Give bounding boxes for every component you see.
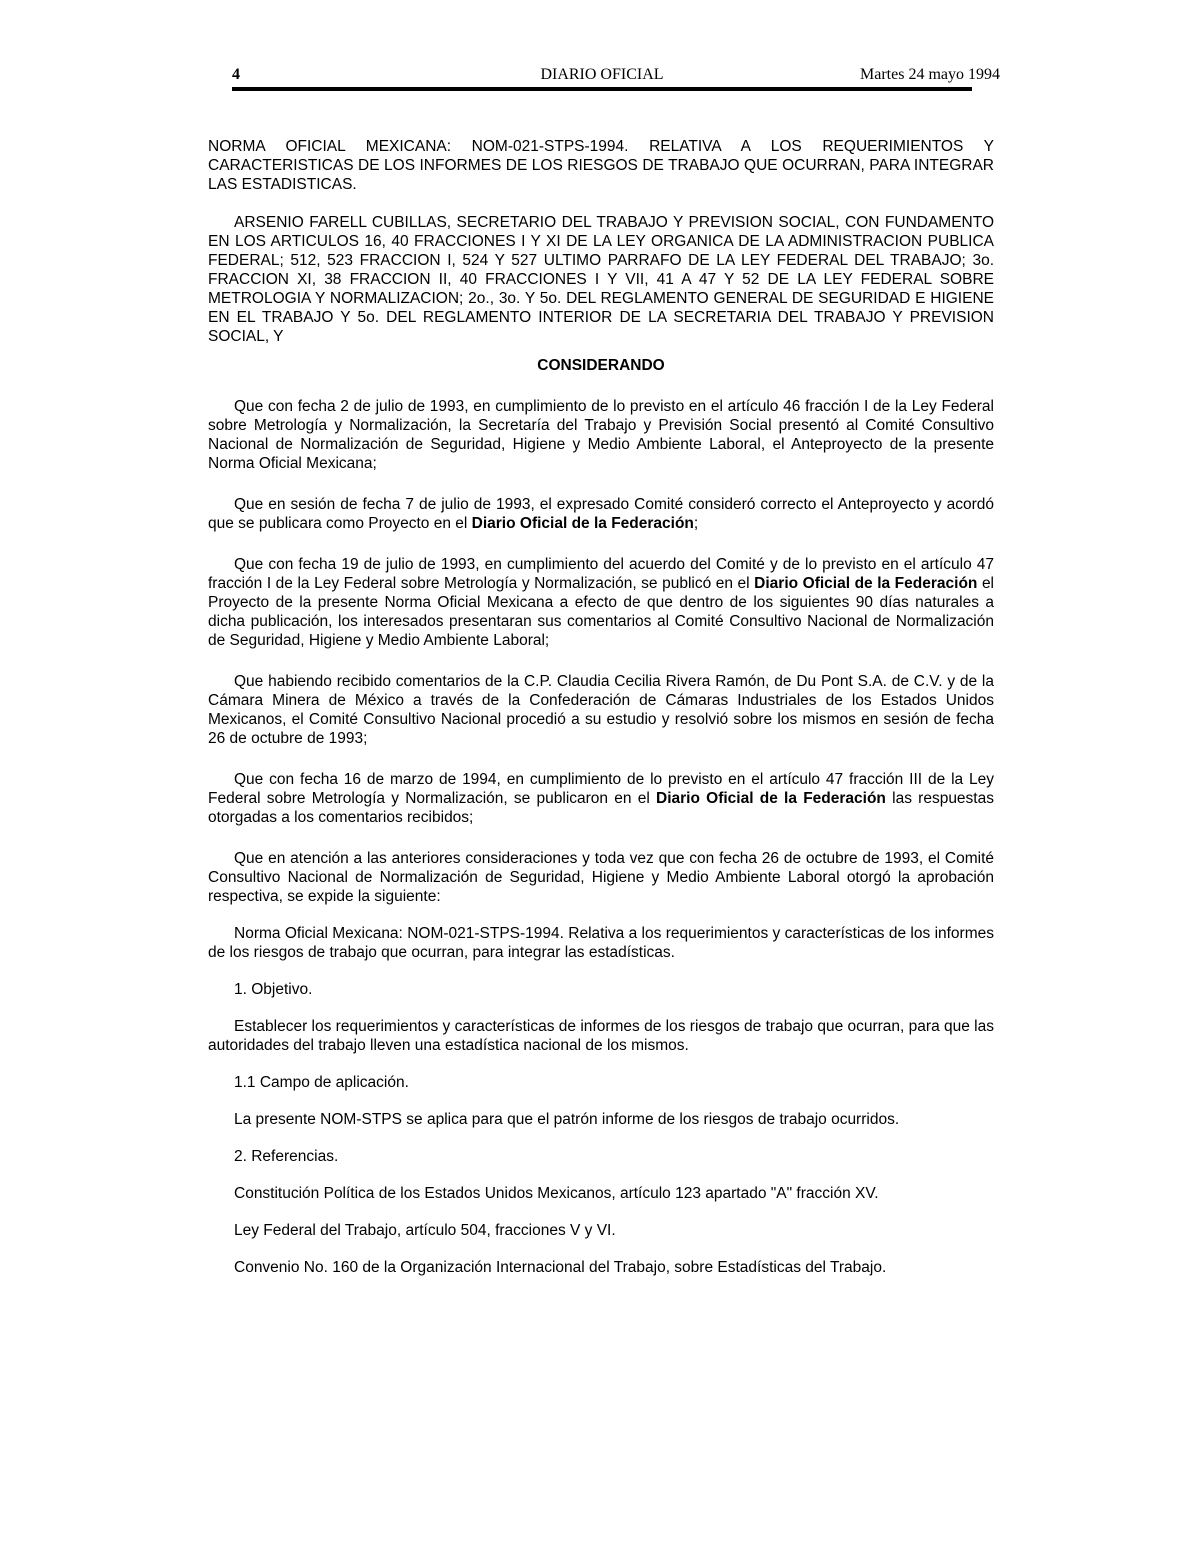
- paragraph: Que con fecha 16 de marzo de 1994, en cumplimiento de lo previsto en el artículo 47 fracción III de la Ley Federal sobre Metrología y Normalización, se publicaron en el Diario Oficial de la Federación las respuestas otorgadas a los comentarios recibidos;: [208, 771, 994, 826]
- bold-diario-oficial: Diario Oficial de la Federación: [754, 575, 978, 592]
- section-heading: 1.1 Campo de aplicación.: [234, 1074, 409, 1091]
- page-header: [232, 66, 1000, 86]
- section-heading: 1. Objetivo.: [234, 981, 313, 998]
- bold-diario-oficial: Diario Oficial de la Federación: [471, 515, 694, 532]
- paragraph: Que con fecha 19 de julio de 1993, en cumplimiento del acuerdo del Comité y de lo previsto en el artículo 47 fracción I de la Ley Federal sobre Metrología y Normalización, se publicó en el Diario Oficial de la Federación el Proyecto de la presente Norma Oficial Mexicana a efecto de que dentro de los siguientes 90 días naturales a dicha publicación, los interesados presentaran sus comentarios al Comité Consultivo Nacional de Normalización de Seguridad, Higiene y Medio Ambiente Laboral;: [208, 556, 995, 649]
- preamble: ARSENIO FARELL CUBILLAS, SECRETARIO DEL TRABAJO Y PREVISION SOCIAL, CON FUNDAMENTO EN LOS ARTICULOS 16, 40 FRACCIONES I Y XI DE LA LEY ORGANICA DE LA ADMINISTRACION PUBLICA FEDERAL; 512, 523 FRACCION I, 524 Y 527 ULTIMO PARRAFO DE LA LEY FEDERAL DEL TRABAJO; 3o. FRACCION XI, 38 FRACCION II, 40 FRACCIONES I Y VII, 41 A 47 Y 52 DE LA LEY FEDERAL SOBRE METROLOGIA Y NORMALIZACION; 2o., 3o. Y 5o. DEL REGLAMENTO GENERAL DE SEGURIDAD E HIGIENE EN EL TRABAJO Y 5o. DEL REGLAMENTO INTERIOR DE LA SECRETARIA DEL TRABAJO Y PREVISION SOCIAL, Y: [208, 214, 994, 345]
- paragraph: Norma Oficial Mexicana: NOM-021-STPS-1994. Relativa a los requerimientos y características de los informes de los riesgos de trabajo que ocurran, para integrar las estadísticas.: [208, 925, 994, 961]
- publication-date: Martes 24 mayo 1994: [860, 66, 1000, 83]
- paragraph: Que habiendo recibido comentarios de la C.P. Claudia Cecilia Rivera Ramón, de Du Pont S.A. de C.V. y de la Cámara Minera de México a través de la Confederación de Cámaras Industriales de los Estados Unidos Mexicanos, el Comité Consultivo Nacional procedió a su estudio y resolvió sobre los mismos en sesión de fecha 26 de octubre de 1993;: [208, 673, 994, 747]
- paragraph: Que en atención a las anteriores consideraciones y toda vez que con fecha 26 de octubre de 1993, el Comité Consultivo Nacional de Normalización de Seguridad, Higiene y Medio Ambiente Laboral otorgó la aprobación respectiva, se expide la siguiente:: [208, 850, 994, 905]
- paragraph: Que con fecha 2 de julio de 1993, en cumplimiento de lo previsto en el artículo 46 fracción I de la Ley Federal sobre Metrología y Normalización, la Secretaría del Trabajo y Previsión Social presentó al Comité Consultivo Nacional de Normalización de Seguridad, Higiene y Medio Ambiente Laboral, el Anteproyecto de la presente Norma Oficial Mexicana;: [208, 398, 994, 472]
- reference-item: Convenio No. 160 de la Organización Internacional del Trabajo, sobre Estadísticas del Trabajo.: [234, 1259, 887, 1276]
- publication-title: DIARIO OFICIAL: [540, 66, 664, 83]
- paragraph: Establecer los requerimientos y características de informes de los riesgos de trabajo que ocurran, para que las autoridades del trabajo lleven una estadística nacional de los mismos.: [208, 1018, 994, 1054]
- reference-item: Constitución Política de los Estados Unidos Mexicanos, artículo 123 apartado "A" fracción XV.: [234, 1185, 879, 1202]
- paragraph: Que en sesión de fecha 7 de julio de 1993, el expresado Comité consideró correcto el Anteproyecto y acordó que se publicara como Proyecto en el Diario Oficial de la Federación;: [208, 496, 994, 532]
- considerando-heading: CONSIDERANDO: [537, 357, 665, 374]
- bold-diario-oficial: Diario Oficial de la Federación: [656, 790, 886, 807]
- reference-item: Ley Federal del Trabajo, artículo 504, fracciones V y VI.: [234, 1222, 616, 1239]
- header-rule: [232, 87, 972, 91]
- paragraph: La presente NOM-STPS se aplica para que el patrón informe de los riesgos de trabajo ocurridos.: [234, 1111, 900, 1128]
- document-body: [208, 137, 994, 1277]
- page-number: 4: [232, 66, 240, 83]
- section-heading: 2. Referencias.: [234, 1148, 339, 1165]
- document-title: NORMA OFICIAL MEXICANA: NOM-021-STPS-1994. RELATIVA A LOS REQUERIMIENTOS Y CARACTERISTICAS DE LOS INFORMES DE LOS RIESGOS DE TRABAJO QUE OCURRAN, PARA INTEGRAR LAS ESTADISTICAS.: [208, 138, 994, 193]
